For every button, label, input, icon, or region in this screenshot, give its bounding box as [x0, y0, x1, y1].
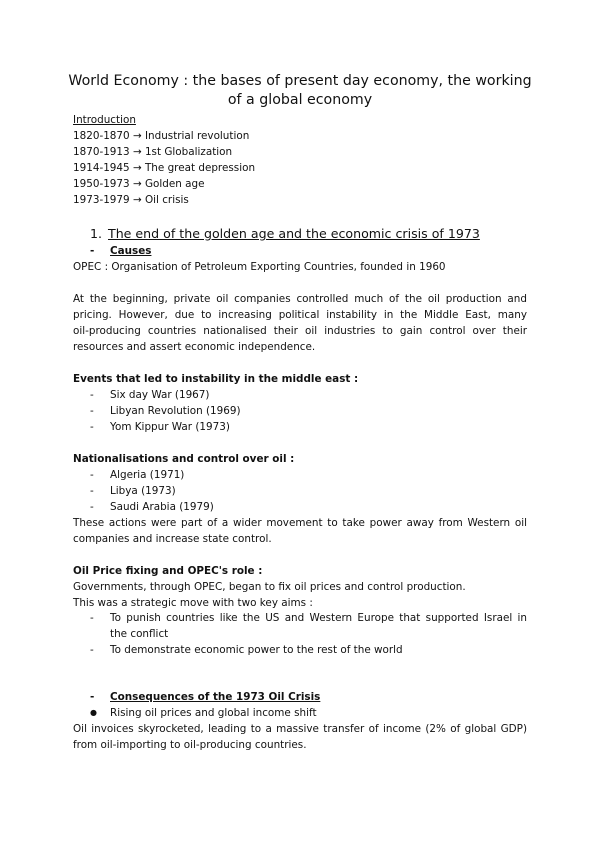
price-heading: Oil Price fixing and OPEC's role : [73, 565, 263, 577]
intro-item: 1914-1945 → The great depression [73, 162, 256, 174]
consequences-label: Consequences of the 1973 Oil Crisis [110, 691, 321, 703]
paragraph-line: oil-producing countries nationalised their oil industries to gain control over their [73, 325, 527, 337]
paragraph-line: At the beginning, private oil companies controlled much of the oil production and [73, 293, 527, 305]
list-dash: - [90, 501, 94, 513]
opec-line: OPEC : Organisation of Petroleum Exporting Countries, founded in 1960 [73, 261, 446, 273]
section-title: The end of the golden age and the economic crisis of 1973 [108, 226, 480, 241]
list-dash: - [90, 485, 94, 497]
list-dash: - [90, 405, 94, 417]
intro-item: 1950-1973 → Golden age [73, 178, 205, 190]
consequences-text-line: from oil-importing to oil-producing countries. [73, 739, 307, 751]
intro-item: 1820-1870 → Industrial revolution [73, 130, 250, 142]
nationalisation-item: Algeria (1971) [110, 469, 185, 481]
aim-item-line: To demonstrate economic power to the rest of the world [110, 644, 403, 656]
events-heading: Events that led to instability in the middle east : [73, 373, 359, 385]
intro-item: 1870-1913 → 1st Globalization [73, 146, 233, 158]
paragraph-line: resources and assert economic independence. [73, 341, 316, 353]
bullet-item: Rising oil prices and global income shift [110, 707, 317, 719]
list-dash: - [90, 612, 94, 624]
page-title [60, 72, 540, 110]
consequences-marker: - [90, 691, 95, 703]
event-item: Libyan Revolution (1969) [110, 405, 241, 417]
nationalisations-note-line: companies and increase state control. [73, 533, 272, 545]
nationalisation-item: Libya (1973) [110, 485, 176, 497]
price-line: This was a strategic move with two key aims : [73, 597, 313, 609]
title-line-2: of a global economy [227, 92, 373, 108]
bullet-dot: ● [90, 708, 97, 717]
title-line-1: World Economy : the bases of present day economy, the working [68, 73, 532, 89]
causes-label: Causes [110, 245, 152, 257]
consequences-text-line: Oil invoices skyrocketed, leading to a massive transfer of income (2% of global GDP) [73, 723, 527, 735]
nationalisations-note-line: These actions were part of a wider movement to take power away from Western oil [73, 517, 527, 529]
aim-item-line: To punish countries like the US and Western Europe that supported Israel in [110, 612, 527, 624]
section-number: 1. [90, 226, 103, 241]
list-dash: - [90, 644, 94, 656]
nationalisation-item: Saudi Arabia (1979) [110, 501, 214, 513]
list-dash: - [90, 469, 94, 481]
aim-item-line: the conflict [110, 628, 169, 640]
event-item: Yom Kippur War (1973) [110, 421, 230, 433]
section-heading [90, 226, 480, 242]
list-dash: - [90, 389, 94, 401]
causes-marker: - [90, 245, 95, 257]
intro-item: 1973-1979 → Oil crisis [73, 194, 189, 206]
nationalisations-heading: Nationalisations and control over oil : [73, 453, 295, 465]
paragraph-line: pricing. However, due to increasing political instability in the Middle East, many [73, 309, 527, 321]
event-item: Six day War (1967) [110, 389, 210, 401]
intro-heading: Introduction [73, 114, 136, 126]
list-dash: - [90, 421, 94, 433]
price-line: Governments, through OPEC, began to fix oil prices and control production. [73, 581, 466, 593]
